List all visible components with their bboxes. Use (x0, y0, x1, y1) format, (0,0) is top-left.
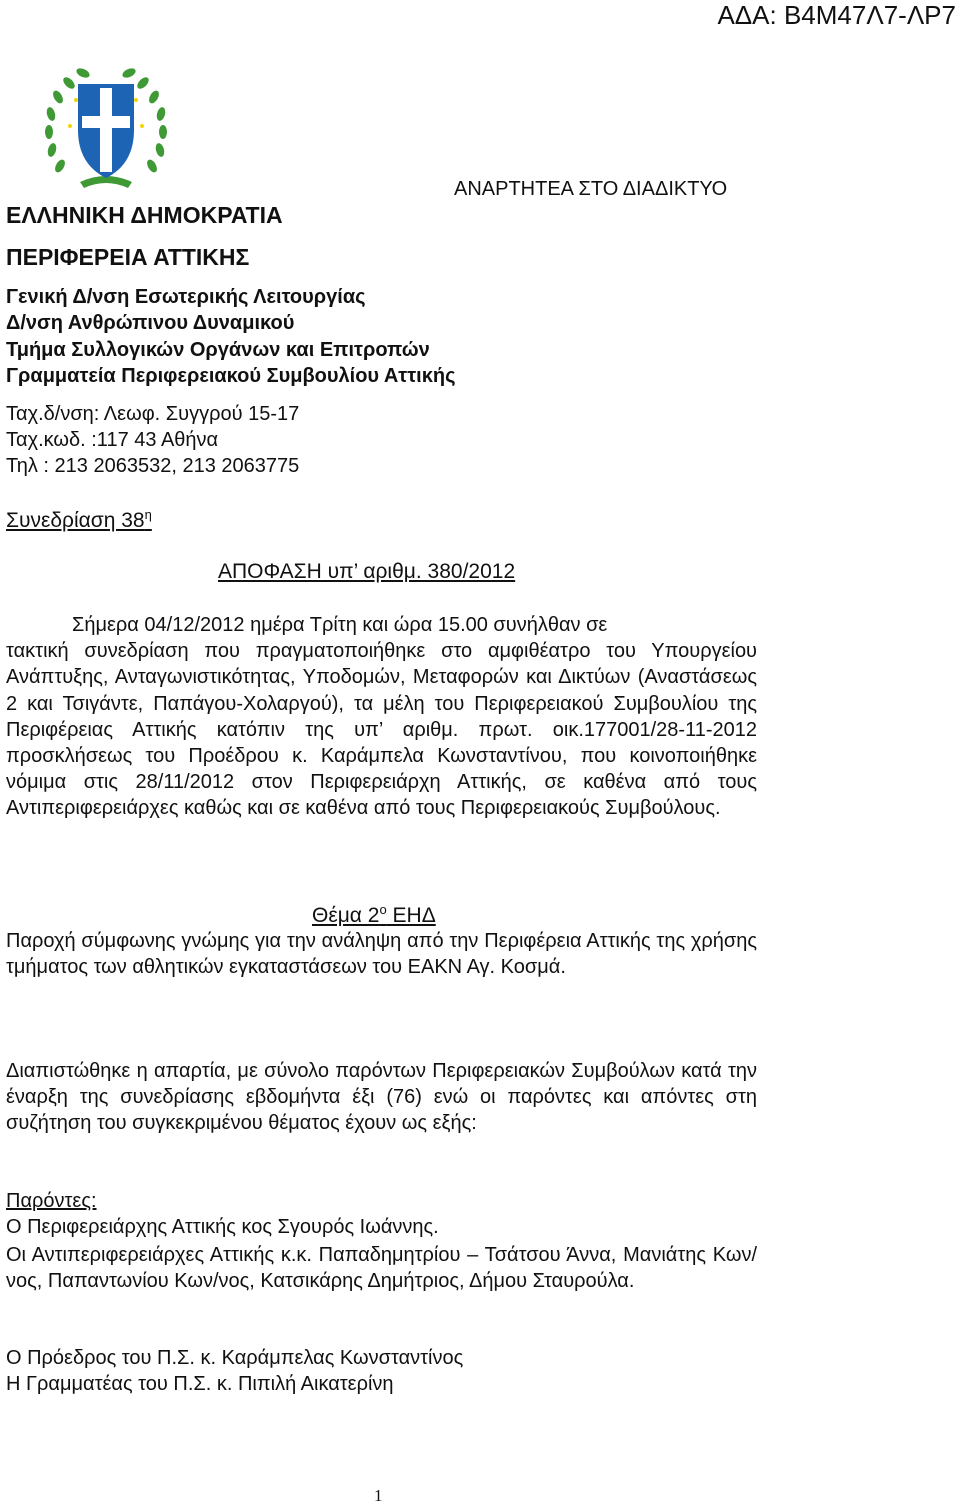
decision-title: ΑΠΟΦΑΣΗ υπ’ αριθμ. 380/2012 (218, 560, 516, 583)
dept-line: Δ/νση Ανθρώπινου Δυναμικού (6, 312, 295, 334)
session-sup: η (144, 507, 152, 522)
address-line: Ταχ.κωδ. :117 43 Αθήνα (6, 429, 219, 451)
present-heading: Παρόντες: (6, 1190, 97, 1212)
subject-label-sup: ο (379, 902, 387, 917)
greek-state-emblem (40, 66, 172, 194)
session-label: Συνεδρίαση 38 (6, 509, 145, 532)
page-number: 1 (374, 1486, 383, 1505)
state-name: ΕΛΛΗΝΙΚΗ ΔΗΜΟΚΡΑΤΙΑ (6, 202, 283, 228)
address-line: Ταχ.δ/νση: Λεωφ. Συγγρού 15-17 (6, 403, 300, 425)
officer-line: Ο Πρόεδρος του Π.Σ. κ. Καράμπελας Κωνσταντίνος (6, 1347, 464, 1369)
address-line: Τηλ : 213 2063532, 213 2063775 (6, 455, 300, 477)
region-name: ΠΕΡΙΦΕΡΕΙΑ ΑΤΤΙΚΗΣ (6, 244, 250, 270)
subject-label-post: ΕΗΔ (386, 904, 436, 927)
ada-code: ΑΔΑ: Β4Μ47Λ7-ΛΡ7 (717, 0, 956, 30)
intro-body: τακτική συνεδρίαση που πραγματοποιήθηκε στο αμφιθέατρο του Υπουργείου Ανάπτυξης, Ανταγωνιστικότητας, Υποδομών, Μεταφορών και Δικτύων (Αναστάσεως 2 και Τσιγάντε, Παπάγου-Χολαργού), τα μέλη του Περιφερειακού Συμβουλίου της Περιφέρειας Αττικής κατόπιν της υπ’ αριθμ. πρωτ. οικ.177001/28-11-2012 προσκλήσεως του Προέδρου κ. Καράμπελα Κωνσταντίνου, που κοινοποιήθηκε νόμιμα στις 28/11/2012 στον Περιφερειάρχη Αττικής, σε καθένα από τους Αντιπεριφερειάρχες καθώς και σε καθένα από τους Περιφερειακούς Συμβούλους. (6, 640, 757, 820)
intro-paragraph (6, 612, 757, 822)
dept-line: Γενική Δ/νση Εσωτερικής Λειτουργίας (6, 286, 366, 308)
publish-note: ΑΝΑΡΤΗΤΕΑ ΣΤΟ ΔΙΑΔΙΚΤΥΟ (454, 178, 728, 200)
subject-text: Παροχή σύμφωνης γνώμης για την ανάληψη από την Περιφέρεια Αττικής της χρήσης τμήματος των αθλητικών εγκαταστάσεων του ΕΑΚΝ Αγ. Κοσμά. (6, 930, 757, 979)
intro-first-line: Σήμερα 04/12/2012 ημέρα Τρίτη και ώρα 15.00 συνήλθαν σε (72, 614, 608, 636)
officer-line: Η Γραμματέας του Π.Σ. κ. Πιπιλή Αικατερίνη (6, 1373, 394, 1395)
present-governor: Ο Περιφερειάρχης Αττικής κος Σγουρός Ιωάννης. (6, 1216, 439, 1238)
quorum-paragraph: Διαπιστώθηκε η απαρτία, με σύνολο παρόντων Περιφερειακών Συμβούλων κατά την έναρξη της συνεδρίασης εβδομήντα έξι (76) ενώ οι παρόντες και απόντες στη συζήτηση του συγκεκριμένου θέματος έχουν ως εξής: (6, 1060, 757, 1135)
subject-label (312, 902, 436, 928)
session-number (6, 507, 152, 533)
present-deputies: Οι Αντιπεριφερειάρχες Αττικής κ.κ. Παπαδημητρίου – Τσάτσου Άννα, Μανιάτης Κων/νος, Παπαντωνίου Κων/νος, Κατσικάρης Δημήτριος, Δήμου Σταυρούλα. (6, 1244, 757, 1293)
dept-line: Τμήμα Συλλογικών Οργάνων και Επιτροπών (6, 339, 430, 361)
dept-line: Γραμματεία Περιφερειακού Συμβουλίου Αττικής (6, 365, 456, 387)
subject-label-pre: Θέμα 2 (312, 904, 380, 927)
